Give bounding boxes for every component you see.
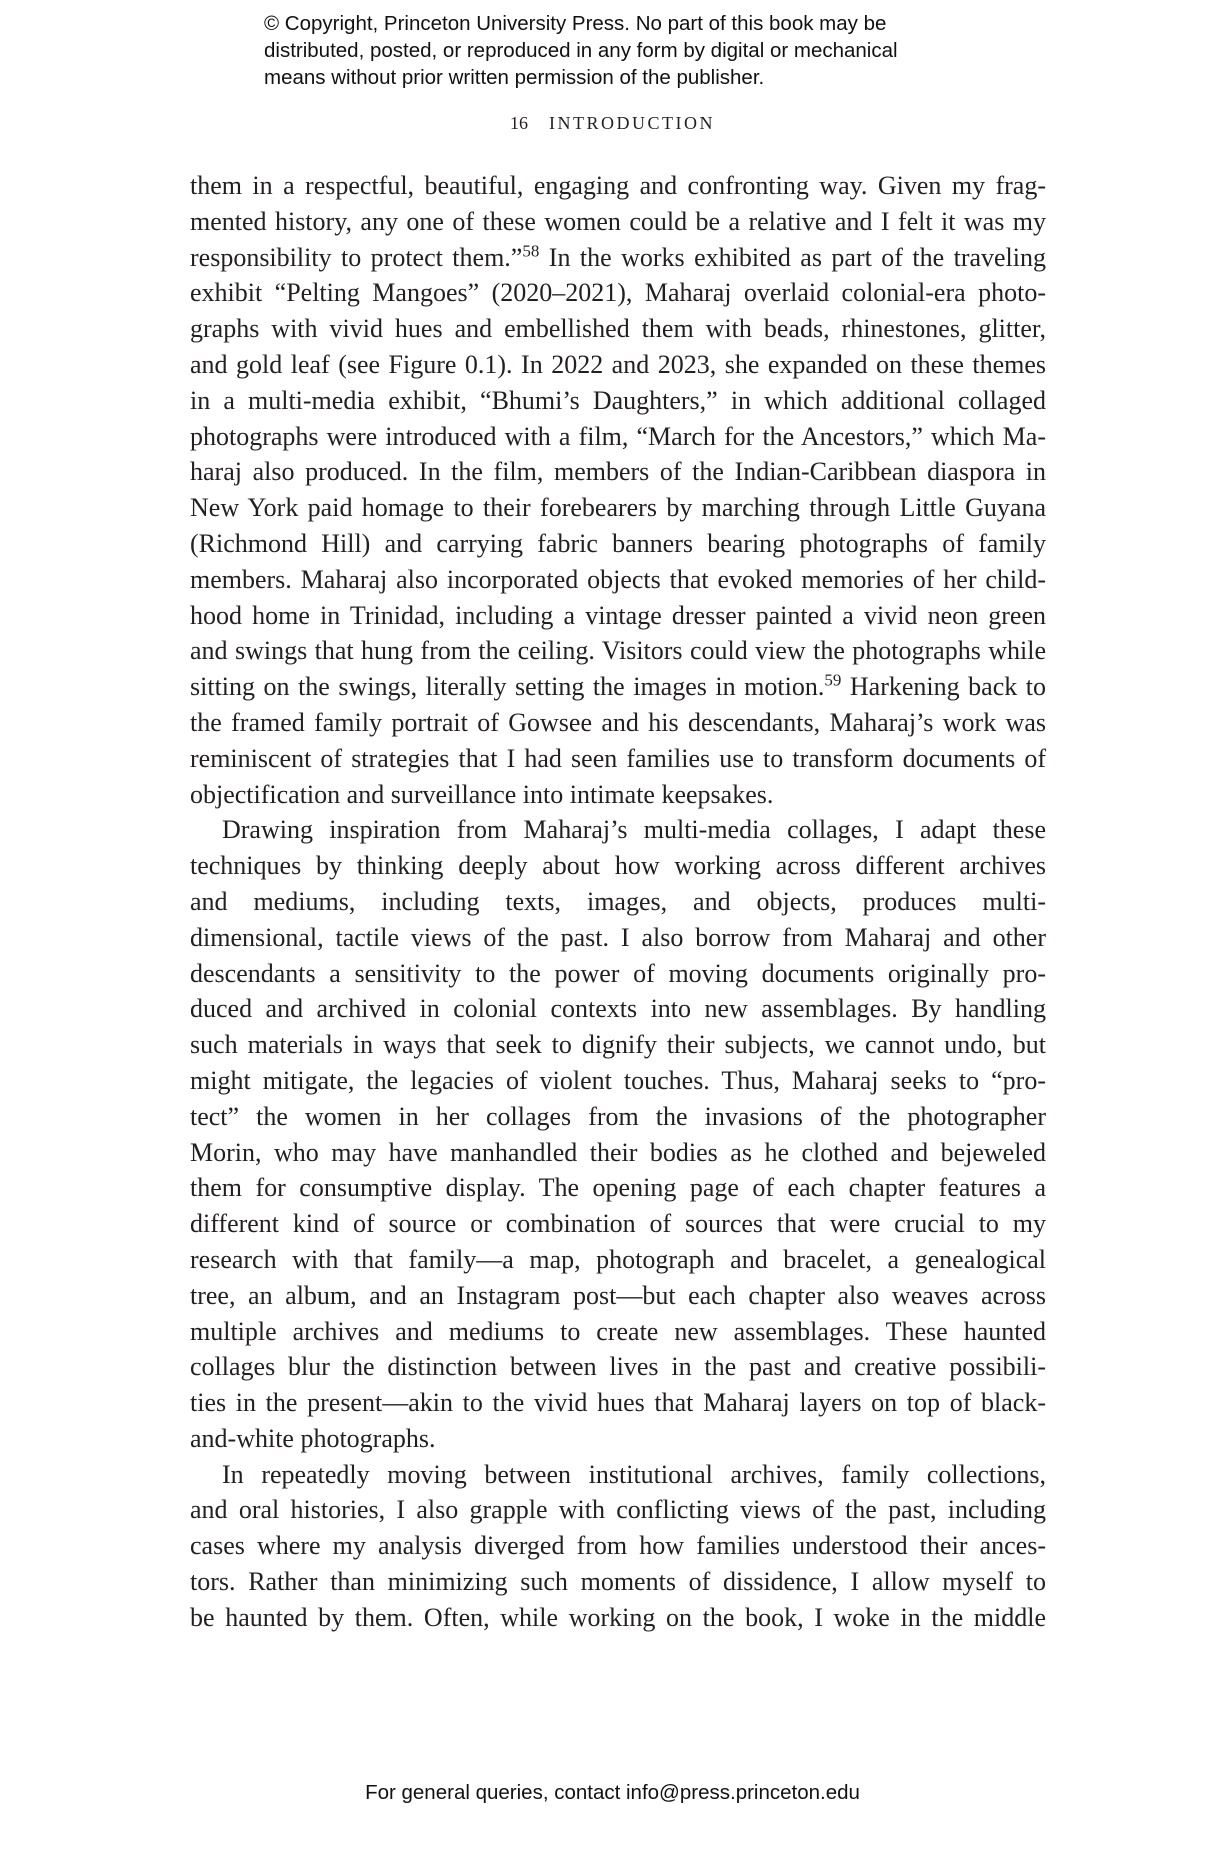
copyright-notice (264, 10, 1024, 91)
text-line: ties in the present—akin to the vivid hues that Maharaj layers on top of black- (190, 1388, 1046, 1418)
copyright-line: © Copyright, Princeton University Press. No part of this book may be (264, 12, 887, 35)
text-line: objectification and surveillance into intimate keepsakes. (190, 779, 774, 809)
text-line: research with that family—a map, photograph and bracelet, a genealogical (190, 1244, 1046, 1274)
text-line: Drawing inspiration from Maharaj’s multi-media collages, I adapt these (222, 815, 1046, 845)
text-line: and gold leaf (see Figure 0.1). In 2022 and 2023, she expanded on these themes (190, 349, 1046, 379)
text-line: In repeatedly moving between institutional archives, family collections, (222, 1459, 1046, 1489)
text-line: duced and archived in colonial contexts into new assemblages. By handling (190, 994, 1046, 1024)
text-line: collages blur the distinction between lives in the past and creative possibili- (190, 1352, 1046, 1382)
text-line: might mitigate, the legacies of violent touches. Thus, Maharaj seeks to “pro- (190, 1065, 1046, 1095)
text-line: different kind of source or combination of sources that were crucial to my (190, 1209, 1046, 1239)
text-line: and mediums, including texts, images, and objects, produces multi- (190, 886, 1046, 916)
text-line: cases where my analysis diverged from how families understood their ances- (190, 1531, 1046, 1561)
section-title: INTRODUCTION (549, 113, 715, 133)
text-line: tect” the women in her collages from the invasions of the photographer (190, 1101, 1046, 1131)
text-line: photographs were introduced with a film, “March for the Ancestors,” which Ma- (190, 421, 1046, 451)
text-line: mented history, any one of these women could be a relative and I felt it was my (190, 206, 1046, 236)
text-line: tree, an album, and an Instagram post—but each chapter also weaves across (190, 1280, 1046, 1310)
text-line: hood home in Trinidad, including a vintage dresser painted a vivid neon green (190, 600, 1046, 630)
text-line: and-white photographs. (190, 1423, 436, 1453)
text-line: be haunted by them. Often, while working on the book, I woke in the middle (190, 1602, 1046, 1632)
footer-contact: For general queries, contact info@press.princeton.edu (365, 1781, 860, 1804)
copyright-line: distributed, posted, or reproduced in any form by digital or mechanical (264, 39, 898, 62)
text-line: and swings that hung from the ceiling. Visitors could view the photographs while (190, 636, 1046, 666)
text-line: New York paid homage to their forebearers by marching through Little Guyana (190, 493, 1046, 523)
body-text (190, 168, 1046, 1636)
text-line: haraj also produced. In the film, members of the Indian-Caribbean diaspora in (190, 457, 1046, 487)
text-line: sitting on the swings, literally setting the images in motion.$^{59}$ Harkening back to (190, 670, 1046, 702)
text-line: such materials in ways that seek to dignify their subjects, we cannot undo, but (190, 1030, 1046, 1060)
text-line: members. Maharaj also incorporated objects that evoked memories of her child- (190, 564, 1046, 594)
text-line: tors. Rather than minimizing such moments of dissidence, I allow myself to (190, 1567, 1046, 1597)
text-line: graphs with vivid hues and embellished them with beads, rhinestones, glitter, (190, 314, 1046, 344)
text-line: reminiscent of strategies that I had seen families use to transform documents of (190, 743, 1046, 773)
text-line: multiple archives and mediums to create new assemblages. These haunted (190, 1316, 1046, 1346)
text-line: them in a respectful, beautiful, engaging and confronting way. Given my frag- (190, 171, 1046, 200)
text-line: techniques by thinking deeply about how working across different archives (190, 851, 1046, 881)
text-line: in a multi-media exhibit, “Bhumi’s Daughters,” in which additional collaged (190, 385, 1046, 415)
text-line: and oral histories, I also grapple with conflicting views of the past, including (190, 1495, 1046, 1525)
text-line: responsibility to protect them.”$^{58}$ In the works exhibited as part of the traveling (190, 240, 1046, 272)
running-head (0, 113, 1225, 134)
text-line: dimensional, tactile views of the past. I also borrow from Maharaj and other (190, 922, 1046, 952)
text-line: the framed family portrait of Gowsee and his descendants, Maharaj’s work was (190, 707, 1046, 737)
text-line: exhibit “Pelting Mangoes” (2020–2021), Maharaj overlaid colonial-era photo- (190, 278, 1046, 308)
text-line: Morin, who may have manhandled their bodies as he clothed and bejeweled (190, 1137, 1046, 1167)
text-line: (Richmond Hill) and carrying fabric banners bearing photographs of family (190, 528, 1046, 558)
text-line: descendants a sensitivity to the power of moving documents originally pro- (190, 958, 1046, 988)
page-number: 16 (510, 113, 528, 133)
text-line: them for consumptive display. The opening page of each chapter features a (190, 1173, 1046, 1203)
copyright-line: means without prior written permission of the publisher. (264, 66, 765, 89)
